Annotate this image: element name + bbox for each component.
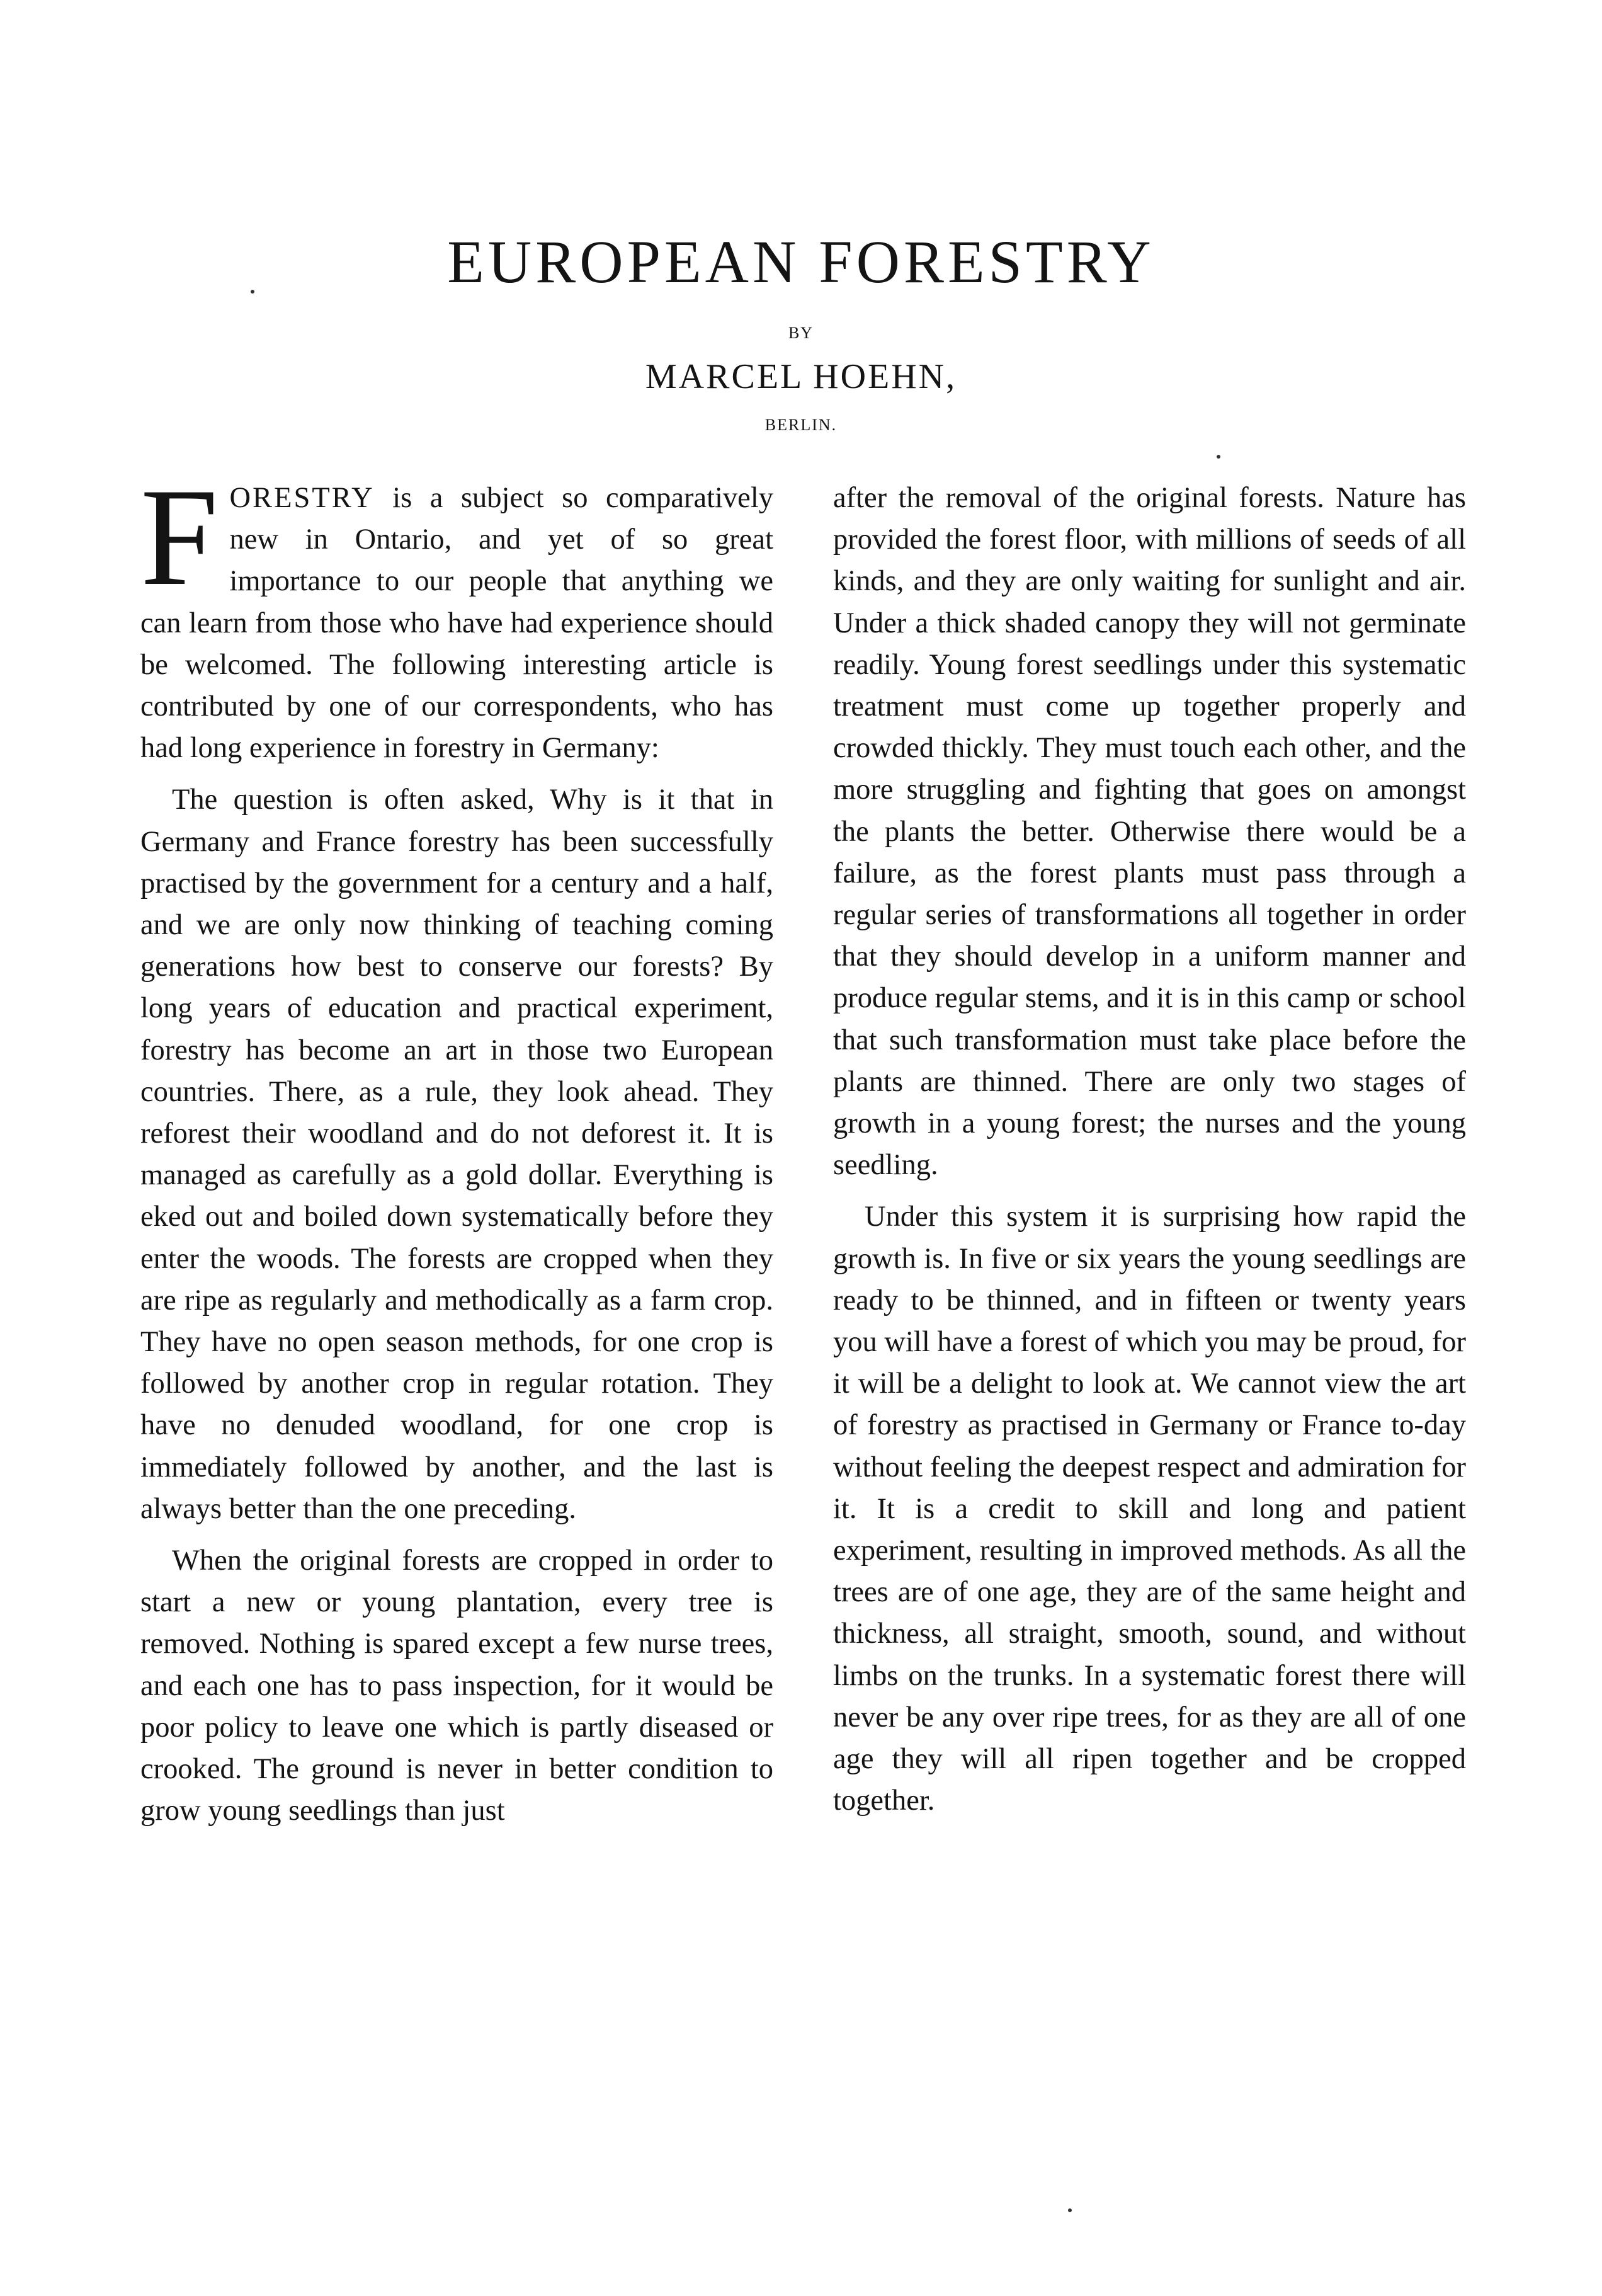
print-speck-mark <box>251 290 254 294</box>
author-location: BERLIN. <box>764 416 838 434</box>
byline: BY <box>788 324 814 342</box>
body-paragraph: The question is often asked, Why is it that in Germany and France forestry has been successfully practised by the government for a century and a half, and we are only now thinking of teaching coming generations how best to conserve our forests? By long years of education and practical experiment, forestry has become an art in those two European countries. There, as a rule, they look ahead. They reforest their woodland and do not deforest it. It is managed as carefully as a gold dollar. Everything is eked out and boiled down systematically before they enter the woods. The forests are cropped when they are ripe as regularly and methodically as a farm crop. They have no open season methods, for one crop is followed by another crop in regular rotation. They have no denuded woodland, for one crop is immediately followed by another, and the last is always better than the one preceding. <box>140 784 773 1525</box>
lead-word: ORESTRY <box>229 482 375 514</box>
intro-paragraph <box>140 460 773 769</box>
print-speck-mark <box>1217 455 1220 459</box>
author-name: MARCEL HOEHN, <box>645 357 957 396</box>
drop-cap: F <box>140 460 219 615</box>
left-column <box>140 460 773 1842</box>
body-paragraph: Under this system it is surprising how rapid the growth is. In five or six years the young seedlings are ready to be thinned, and in fifteen or twenty years you will have a forest of which you may be proud, for it will be a delight to look at. We cannot view the art of forestry as practised in Germany or France to-day without feeling the deepest respect and admiration for it. It is a credit to skill and long and patient experiment, resulting in improved methods. As all the trees are of one age, they are of the same height and thickness, all straight, smooth, sound, and without limbs on the trunks. In a systematic forest there will never be any over ripe trees, for as they are all of one age they will all ripen together and be cropped together. <box>833 1201 1466 1817</box>
article-title: EUROPEAN FORESTRY <box>447 228 1155 295</box>
print-speck-mark <box>1068 2208 1072 2212</box>
body-paragraph: When the original forests are cropped in order to start a new or young plantation, every tree is removed. Nothing is spared except a few nurse trees, and each one has to pass inspection, for it would be poor policy to leave one which is partly diseased or crooked. The ground is never in better condition to grow young seedlings than just <box>140 1545 773 1827</box>
body-paragraph: after the removal of the original forests. Nature has provided the forest floor, with millions of seeds of all kinds, and they are only waiting for sunlight and air. Under a thick shaded canopy they will not germinate readily. Young forest seedlings under this systematic treatment must come up together properly and crowded thickly. They must touch each other, and the more struggling and fighting that goes on amongst the plants the better. Otherwise there would be a failure, as the forest plants must pass through a regular series of transformations all together in order that they should develop in a uniform manner and produce regular stems, and it is in this camp or school that such transformation must take place before the plants are thinned. There are only two stages of growth in a young forest; the nurses and the young seedling. <box>833 482 1466 1182</box>
intro-text: is a subject so comparatively new in Ontario, and yet of so great importance to our people that anything we can learn from those who have had experience should be welcomed. The following interesting article is contributed by one of our correspondents, who has had long experience in forestry in Germany: <box>140 482 773 765</box>
right-column <box>833 477 1466 1832</box>
